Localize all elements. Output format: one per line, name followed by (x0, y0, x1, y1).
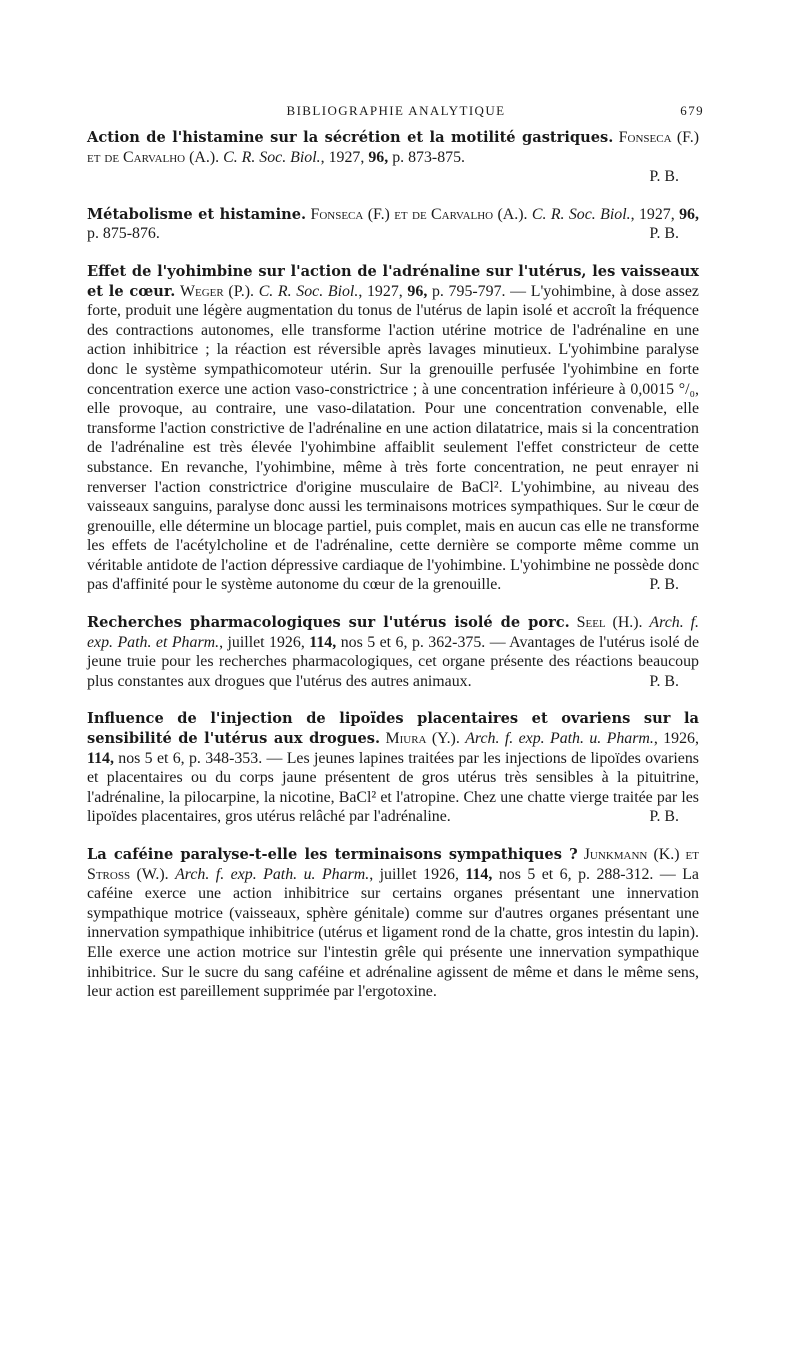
entry-volume: 114, (465, 865, 493, 883)
running-header (88, 103, 704, 123)
entry-abstract: — L'yohimbine, à dose assez forte, produit une légère augmentation du tonus de l'utérus de lapin isolé et accroît la fréquence des contractions autonomes, elle transforme l'action utérine motrice de l'adrénaline en une action inhibitrice ; la réaction est réversible après lavages minutieux. L'yohimbine paralyse donc le système sympathicomoteur utérin. Sur la grenouille perfusée l'yohimbine en forte concentration exerce une action vaso-constrictrice ; à une concentration inférieure à 0,0015 °/₀, elle provoque, au contraire, une vaso-dilatation. Pour une concentration convenable, elle transforme l'action constrictive de l'adrénaline en une action dilatatrice, mais si la concentration de l'adrénaline est très élevée l'yohimbine affaiblit seulement l'effet constricteur de cette substance. En revanche, l'yohimbine, même à très forte concentration, ne peut enrayer ni renverser l'action constrictrice d'origine musculaire de BaCl². L'yohimbine, au niveau des vaisseaux sanguins, paralyse donc aussi les terminaisons motrices sympathiques. Sur le cœur de grenouille, elle détermine un blocage partiel, puis complet, mais en aucun cas elle ne transforme les effets de l'acétylcholine et de l'adrénaline, cette dernière se comporte même comme un véritable antidote de l'action dépressive cardiaque de l'yohimbine. L'yohimbine ne possède donc pas d'affinité pour le système autonome du cœur de la grenouille. (87, 282, 699, 594)
entry-abstract: — Les jeunes lapines traitées par les injections de lipoïdes ovariens et placentaires ou du corps jaune présentent de gros utérus très sensibles à la pituitrine, l'adrénaline, la pilocarpine, la nicotine, BaCl² et l'atropine. Chez une chatte vierge traitée par les lipoïdes placentaires, gros utérus relâché par l'adrénaline. (87, 749, 699, 826)
entry-title: Influence de l'injection de lipoïdes placentaires et ovariens sur la sensibilité de l'utérus aux drogues. (87, 710, 699, 748)
entry-authors: Fonseca (F.) et de Carvalho (A.). (87, 129, 699, 166)
entry-issue: nos 5 et 6, (498, 865, 572, 883)
entry-journal: C. R. Soc. Biol. (223, 148, 321, 166)
bibliography-column (87, 128, 699, 1020)
entry-journal: Arch. f. exp. Path. u. Pharm. (465, 730, 654, 748)
entry-year: 1927, (366, 282, 403, 300)
entry-year: juillet 1926, (379, 865, 459, 883)
entry-journal: C. R. Soc. Biol. (258, 282, 359, 300)
entry-year: 1927, (638, 205, 675, 223)
entry-title: Action de l'histamine sur la sécrétion et la motilité gastriques. (87, 129, 614, 146)
entry-authors: Fonseca (F.) et de Carvalho (A.). (310, 205, 528, 223)
entry-signature: P. B. (649, 672, 679, 690)
entry-volume: 114, (87, 749, 114, 767)
entry-abstract: — Avantages de l'utérus isolé de jeune truie pour les recherches pharmacologiques, cet organe présente des réactions beaucoup plus constantes aux drogues que l'utérus des autres animaux. (87, 633, 700, 690)
entry-volume: 114, (309, 633, 337, 651)
entry-signature: P. B. (649, 225, 679, 243)
running-title: BIBLIOGRAPHIE ANALYTIQUE (286, 103, 506, 118)
entry-issue: nos 5 et 6, (118, 749, 185, 767)
entry-title: Recherches pharmacologiques sur l'utérus isolé de porc. (87, 614, 570, 632)
entry-authors: Seel (H.). (576, 614, 643, 632)
entry-title: La caféine paralyse-t-elle les terminaisons sympathiques ? (87, 846, 578, 863)
bibliography-entry: Métabolisme et histamine. Fonseca (F.) et de Carvalho (A.). C. R. Soc. Biol., 1927, 96, p. 875-876. P. B. (87, 205, 699, 243)
entry-abstract: — La caféine exerce une action inhibitrice sur certains organes présentant une innervation sympathique motrice (vaisseaux, sphère génitale) comme sur d'autres organes présentant une innervation sympathique inhibitrice (utérus et ligament rond de la chatte, gros intestin du lapin). Elle exerce une action motrice sur l'intestin grêle qui présente une innervation sympathique inhibitrice. Sur le sucre du sang caféine et adrénaline agissent de même et dans le même sens, leur action est pareillement supprimée par l'ergotoxine. (87, 865, 699, 1001)
bibliography-entry: Recherches pharmacologiques sur l'utérus isolé de porc. Seel (H.). Arch. f. exp. Path. et Pharm., juillet 1926, 114, nos 5 et 6, p. 362-375. — Avantages de l'utérus isolé de jeune truie pour les recherches pharmacologiques, cet organe présente des réactions beaucoup plus constantes aux drogues que l'utérus des autres animaux. P. B. (87, 614, 700, 690)
entry-signature: P. B. (649, 808, 679, 826)
entry-volume: 96, (368, 148, 389, 166)
entry-year: 1927, (328, 148, 365, 166)
entry-authors: Miura (Y.). (385, 730, 460, 748)
entry-pages: p. 875-876. (87, 225, 160, 243)
entry-journal: Arch. f. exp. Path. u. Pharm. (175, 865, 370, 883)
entry-pages: p. 288-312. (578, 865, 654, 883)
entry-pages: p. 795-797. (431, 282, 506, 300)
entry-journal: C. R. Soc. Biol. (531, 205, 631, 223)
entry-journal: Arch. f. exp. Path. et Pharm. (87, 614, 699, 651)
entry-authors: Weger (P.). (180, 282, 255, 300)
entry-volume: 96, (679, 205, 699, 223)
bibliography-entry: La caféine paralyse-t-elle les terminaisons sympathiques ? Junkmann (K.) et Stross (W.). Arch. f. exp. Path. u. Pharm., juillet 1926, 114, nos 5 et 6, p. 288-312. — La caféine exerce une action inhibitrice sur certains organes présentant une innervation sympathique motrice (vaisseaux, sphère génitale) comme sur d'autres organes présentant une innervation sympathique inhibitrice (utérus et ligament rond de la chatte, gros intestin du lapin). Elle exerce une action motrice sur l'intestin grêle qui présente une innervation sympathique inhibitrice. Sur le sucre du sang caféine et adrénaline agissent de même et dans le même sens, leur action est pareillement supprimée par l'ergotoxine. (87, 846, 699, 1001)
entry-signature: P. B. (649, 576, 679, 594)
entry-authors: Junkmann (K.) et Stross (W.). (87, 846, 699, 883)
bibliography-entry: Influence de l'injection de lipoïdes placentaires et ovariens sur la sensibilité de l'utérus aux drogues. Miura (Y.). Arch. f. exp. Path. u. Pharm., 1926, 114, nos 5 et 6, p. 348-353. — Les jeunes lapines traitées par les injections de lipoïdes ovariens et placentaires ou du corps jaune présentent de gros utérus très sensibles à la pituitrine, l'adrénaline, la pilocarpine, la nicotine, BaCl² et l'atropine. Chez une chatte vierge traitée par les lipoïdes placentaires, gros utérus relâché par l'adrénaline. P. B. (87, 710, 699, 826)
entry-year: 1926, (663, 730, 699, 748)
entry-volume: 96, (407, 282, 428, 300)
entry-pages: p. 873-875. (392, 148, 466, 166)
entry-signature: P. B. (649, 168, 679, 186)
bibliography-entry: Effet de l'yohimbine sur l'action de l'adrénaline sur l'utérus, les vaisseaux et le cœur. Weger (P.). C. R. Soc. Biol., 1927, 96, p. 795-797. — L'yohimbine, à dose assez forte, produit une légère augmentation du tonus de l'utérus de lapin isolé et accroît la fréquence des contractions autonomes, elle transforme l'action utérine motrice de l'adrénaline en une action inhibitrice ; la réaction est réversible après lavages minutieux. L'yohimbine paralyse donc le système sympathicomoteur utérin. Sur la grenouille perfusée l'yohimbine en forte concentration exerce une action vaso-constrictrice ; à une concentration inférieure à 0,0015 °/₀, elle provoque, au contraire, une vaso-dilatation. Pour une concentration convenable, elle transforme l'action constrictive de l'adrénaline en une action dilatatrice, mais si la concentration de l'adrénaline est très élevée l'yohimbine affaiblit seulement l'effet constricteur de cette substance. En revanche, l'yohimbine, même à très forte concentration, ne peut enrayer ni renverser l'action constrictrice d'origine musculaire de BaCl². L'yohimbine, au niveau des vaisseaux sanguins, paralyse donc aussi les terminaisons motrices sympathiques. Sur le cœur de grenouille, elle détermine un blocage partiel, puis complet, mais en aucun cas elle ne transforme les effets de l'acétylcholine et de l'adrénaline, cette dernière se comporte même comme un véritable antidote de l'action dépressive cardiaque de l'yohimbine. L'yohimbine ne possède donc pas d'affinité pour le système autonome du cœur de la grenouille. P. B. (87, 262, 699, 594)
entry-pages: p. 348-353. (188, 749, 263, 767)
page-number: 679 (680, 103, 704, 118)
entry-issue: nos 5 et 6, (340, 633, 408, 651)
entry-title: Effet de l'yohimbine sur l'action de l'adrénaline sur l'utérus, les vaisseaux et le cœur. (87, 262, 699, 300)
entry-title: Métabolisme et histamine. (87, 205, 307, 223)
entry-pages: p. 362-375. (411, 633, 486, 651)
bibliography-entry: Action de l'histamine sur la sécrétion et la motilité gastriques. Fonseca (F.) et de Carvalho (A.). C. R. Soc. Biol., 1927, 96, p. 873-875. P. B. (87, 129, 699, 186)
entry-year: juillet 1926, (227, 633, 305, 651)
